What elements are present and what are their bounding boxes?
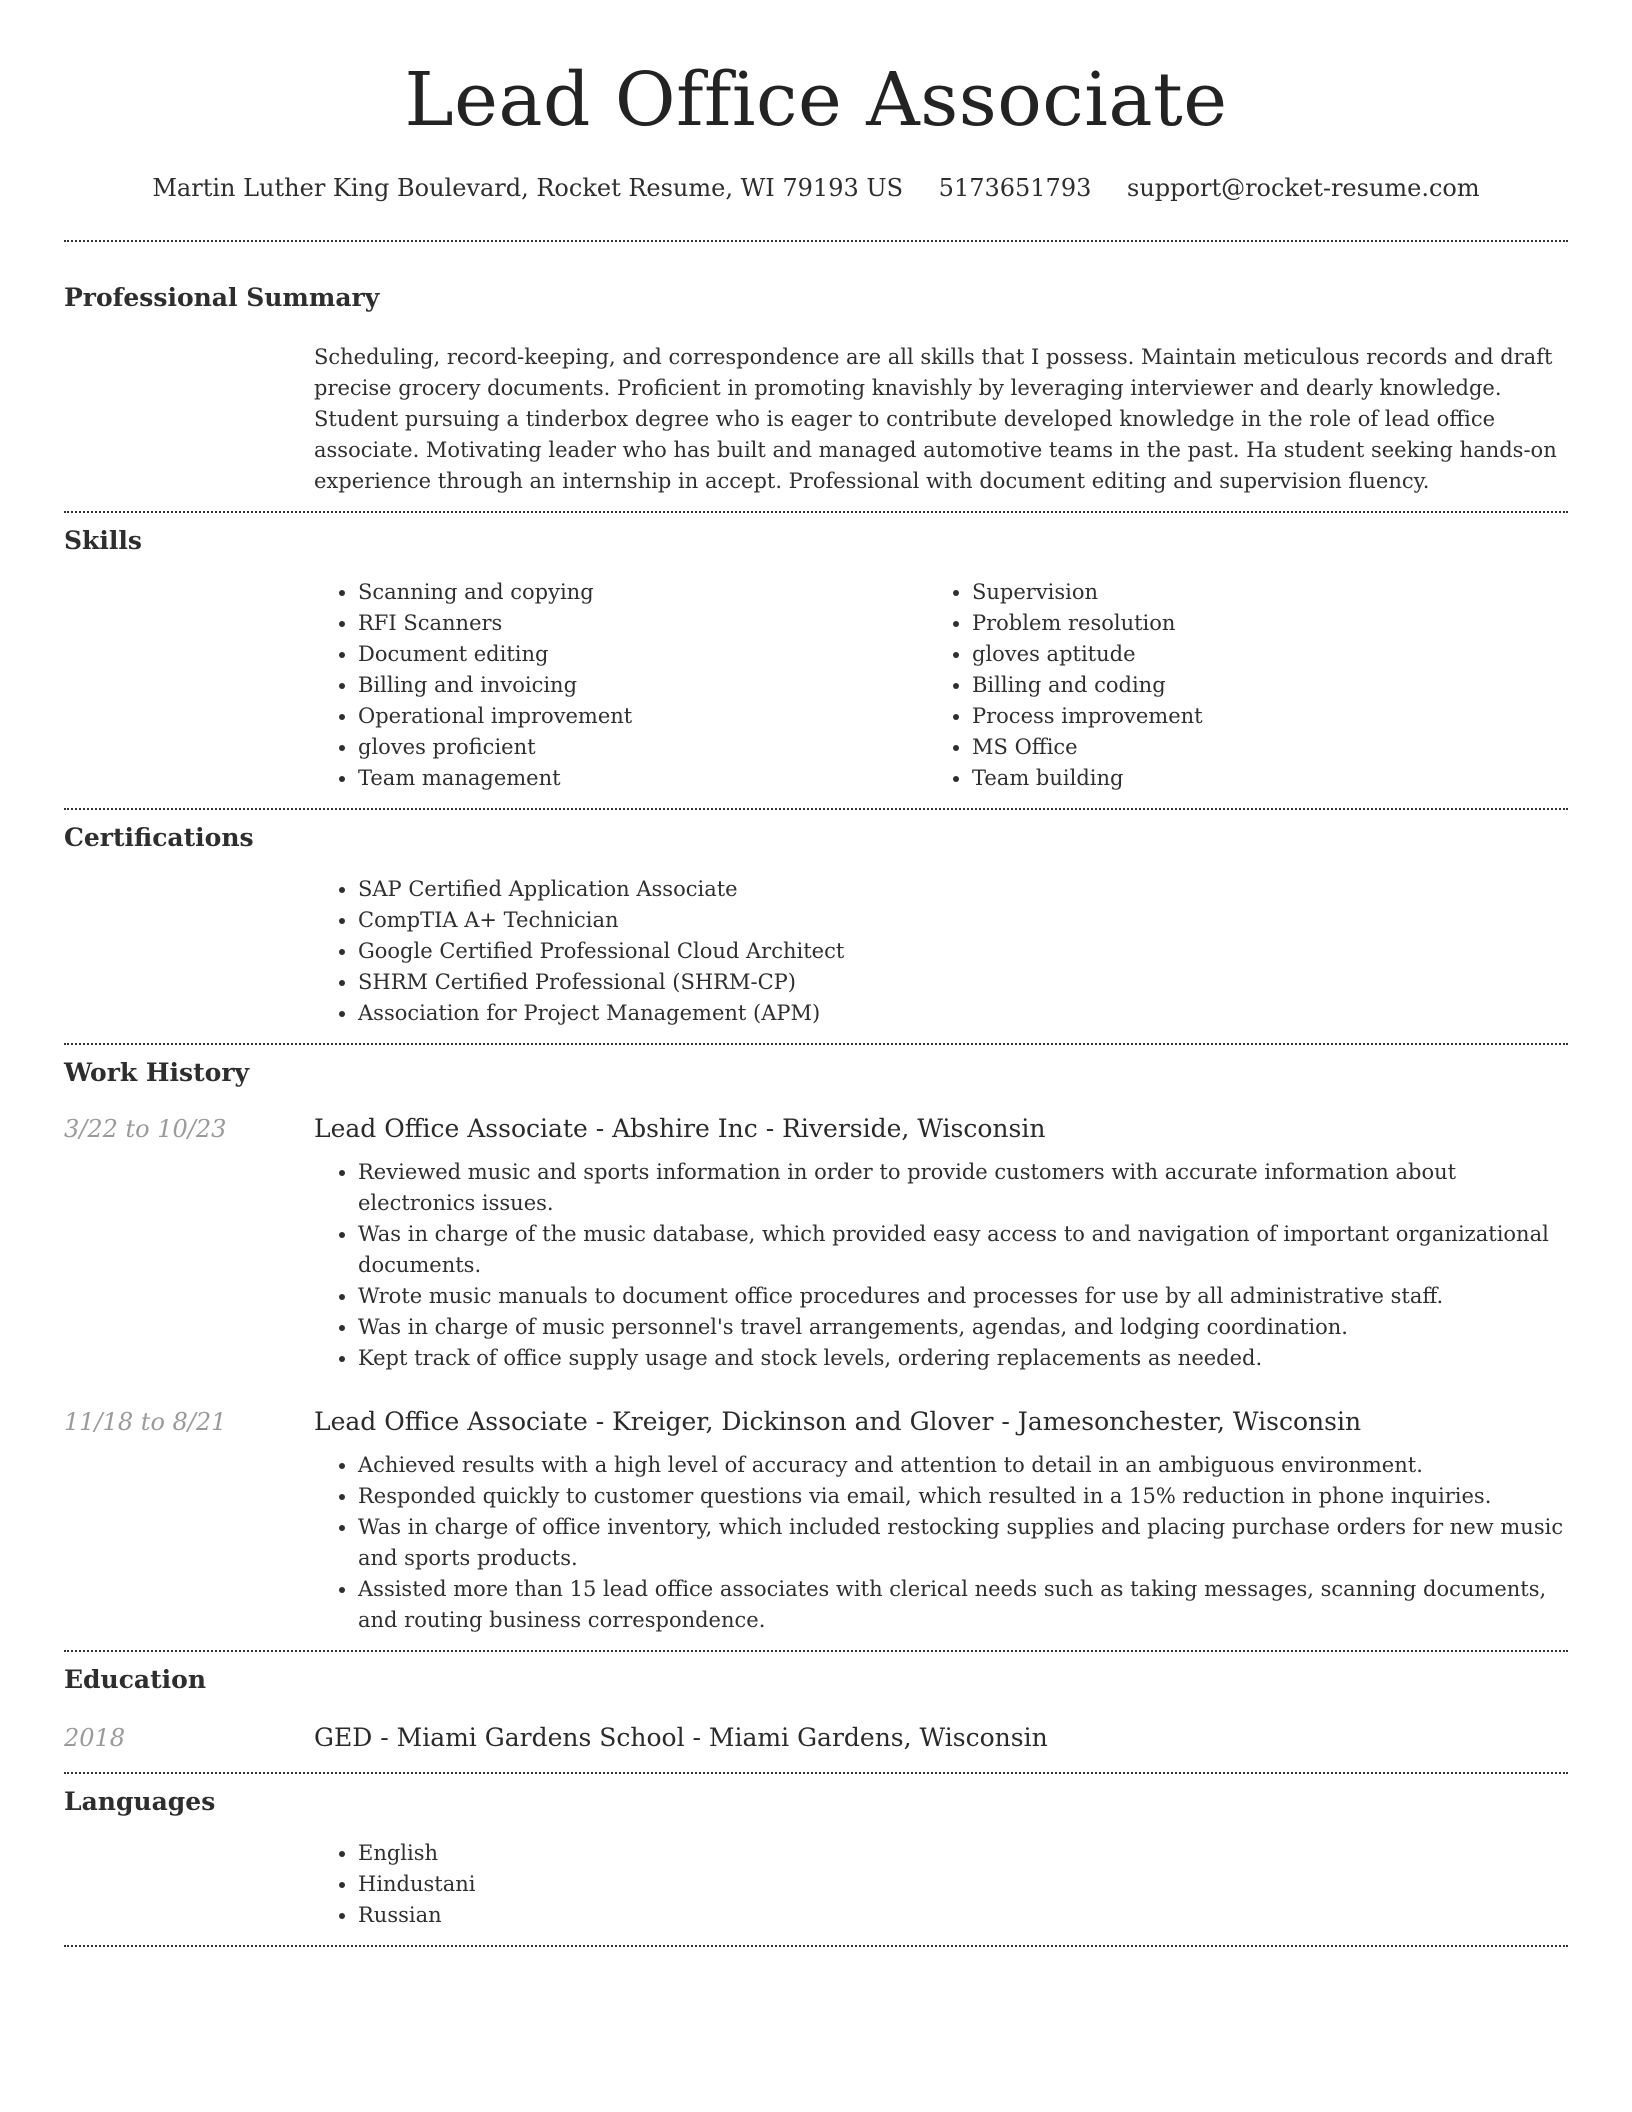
contact-email: support@rocket-resume.com — [1127, 174, 1480, 202]
job-bullets-wrap — [314, 1157, 1568, 1374]
work-history-section — [64, 1045, 1568, 1636]
skills-column-right — [928, 577, 1542, 794]
skills-heading: Skills — [64, 526, 142, 555]
contact-address: Martin Luther King Boulevard, Rocket Resume, WI 79193 US — [152, 174, 904, 202]
job-header — [64, 1113, 1568, 1145]
education-year: 2018 — [64, 1724, 126, 1752]
skill-item: • gloves aptitude — [972, 639, 1542, 670]
skill-item: • Document editing — [358, 639, 928, 670]
certifications-list-wrap — [314, 874, 1568, 1029]
section-divider — [64, 1945, 1568, 1947]
certifications-heading: Certifications — [64, 823, 254, 852]
skills-columns — [314, 577, 1568, 794]
job-dates: 3/22 to 10/23 — [64, 1115, 227, 1143]
certification-item: • CompTIA A+ Technician — [358, 905, 1568, 936]
job-header — [64, 1406, 1568, 1438]
skill-item: • RFI Scanners — [358, 608, 928, 639]
job-title: Lead Office Associate - Abshire Inc - Riverside, Wisconsin — [314, 1114, 1046, 1143]
certification-item: • Google Certified Professional Cloud Architect — [358, 936, 1568, 967]
skills-list-right — [928, 577, 1542, 794]
skill-item: • Billing and coding — [972, 670, 1542, 701]
languages-list — [314, 1838, 1568, 1931]
job-dates: 11/18 to 8/21 — [64, 1408, 227, 1436]
language-item: • English — [358, 1838, 1568, 1869]
job-bullet: • Was in charge of music personnel's travel arrangements, agendas, and lodging coordination. — [358, 1312, 1568, 1343]
skill-item: • Process improvement — [972, 701, 1542, 732]
job-bullet: • Wrote music manuals to document office procedures and processes for use by all administrative staff. — [358, 1281, 1568, 1312]
skill-item: • Team building — [972, 763, 1542, 794]
job-bullet: • Assisted more than 15 lead office associates with clerical needs such as taking messages, scanning documents, and routing business correspondence. — [358, 1574, 1568, 1636]
certifications-section — [64, 810, 1568, 1029]
certification-item: • SAP Certified Application Associate — [358, 874, 1568, 905]
skill-item: • Team management — [358, 763, 928, 794]
skill-item: • Problem resolution — [972, 608, 1542, 639]
job-bullets — [314, 1157, 1568, 1374]
skill-item: • Operational improvement — [358, 701, 928, 732]
skill-item: • Billing and invoicing — [358, 670, 928, 701]
summary-heading: Professional Summary — [64, 283, 380, 312]
certification-item: • Association for Project Management (APM) — [358, 998, 1568, 1029]
skill-item: • Scanning and copying — [358, 577, 928, 608]
contact-line — [64, 172, 1568, 204]
job-bullet: • Kept track of office supply usage and stock levels, ordering replacements as needed. — [358, 1343, 1568, 1374]
job-bullets — [314, 1450, 1568, 1636]
education-section — [64, 1652, 1568, 1754]
language-item: • Hindustani — [358, 1869, 1568, 1900]
resume-title: Lead Office Associate — [404, 57, 1228, 143]
languages-heading: Languages — [64, 1787, 216, 1816]
certification-item: • SHRM Certified Professional (SHRM-CP) — [358, 967, 1568, 998]
languages-section — [64, 1774, 1568, 1931]
skills-list-left — [314, 577, 928, 794]
job-bullet: • Responded quickly to customer questions via email, which resulted in a 15% reduction in phone inquiries. — [358, 1481, 1568, 1512]
language-item: • Russian — [358, 1900, 1568, 1931]
skills-section — [64, 513, 1568, 794]
job-entry — [64, 1113, 1568, 1374]
certifications-list — [314, 874, 1568, 1029]
job-bullets-wrap — [314, 1450, 1568, 1636]
job-bullet: • Was in charge of office inventory, which included restocking supplies and placing purchase orders for new music and sports products. — [358, 1512, 1568, 1574]
languages-list-wrap — [314, 1838, 1568, 1931]
skill-item: • MS Office — [972, 732, 1542, 763]
job-title: Lead Office Associate - Kreiger, Dickinson and Glover - Jamesonchester, Wisconsin — [314, 1407, 1362, 1436]
summary-section — [64, 242, 1568, 497]
job-bullet: • Reviewed music and sports information in order to provide customers with accurate information about electronics issues. — [358, 1157, 1568, 1219]
job-entry — [64, 1406, 1568, 1636]
education-title: GED - Miami Gardens School - Miami Gardens, Wisconsin — [314, 1723, 1048, 1752]
job-bullet: • Achieved results with a high level of accuracy and attention to detail in an ambiguous environment. — [358, 1450, 1568, 1481]
skill-item: • Supervision — [972, 577, 1542, 608]
summary-text: Scheduling, record-keeping, and correspondence are all skills that I possess. Maintain meticulous records and draft precise grocery documents. Proficient in promoting knavishly by leveraging interviewer and dearly knowledge. Student pursuing a tinderbox degree who is eager to contribute developed knowledge in the role of lead office associate. Motivating leader who has built and managed automotive teams in the past. Ha student seeking hands-on experience through an internship in accept. Professional with document editing and supervision fluency. — [314, 345, 1557, 493]
skill-item: • gloves proficient — [358, 732, 928, 763]
work-history-heading: Work History — [64, 1058, 250, 1087]
job-bullet: • Was in charge of the music database, which provided easy access to and navigation of important organizational documents. — [358, 1219, 1568, 1281]
education-entry — [64, 1722, 1568, 1754]
education-heading: Education — [64, 1665, 207, 1694]
contact-phone: 5173651793 — [938, 174, 1092, 202]
skills-column-left — [314, 577, 928, 794]
